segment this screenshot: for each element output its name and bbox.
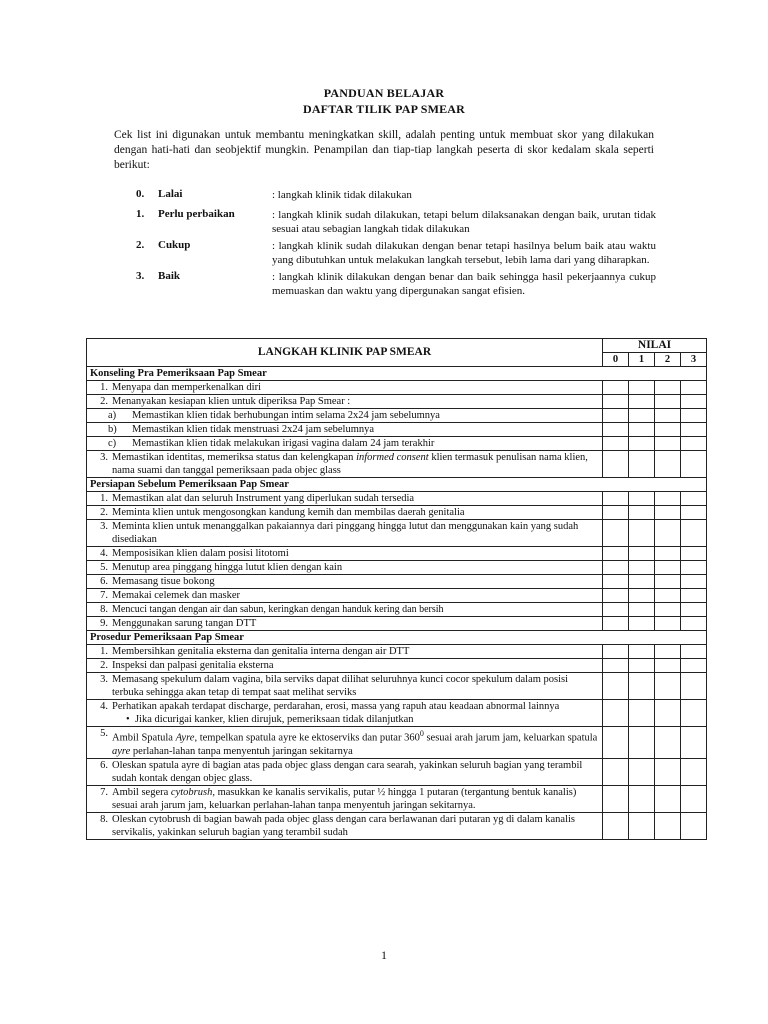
table-row: b) Memastikan klien tidak menstruasi 2x24 jam sebelumnya	[87, 423, 603, 437]
score-cell[interactable]	[655, 645, 681, 659]
score-cell[interactable]	[629, 381, 655, 395]
score-cell[interactable]	[655, 727, 681, 759]
score-cell[interactable]	[681, 395, 707, 409]
bullet-note: • Jika dicurigai kanker, klien dirujuk, pemeriksaan tidak dilanjutkan	[126, 714, 414, 725]
table-row: 7. Memakai celemek dan masker	[87, 589, 603, 603]
score-cell[interactable]	[681, 659, 707, 673]
score-cell[interactable]	[603, 409, 629, 423]
table-row: 3. Memastikan identitas, memeriksa status dan kelengkapan informed consent klien termasuk penulisan nama klien, nama suami dan tanggal pemeriksaan pada objec glass	[87, 451, 603, 478]
scale-desc: : langkah klinik dilakukan dengan benar dan baik sehingga hasil pekerjaannya cukup memuaskan dan waktu yang dipergunakan sangat efisien.	[272, 270, 656, 297]
score-cell[interactable]	[603, 575, 629, 589]
score-cell[interactable]	[629, 575, 655, 589]
table-row: 7. Ambil segera cytobrush, masukkan ke kanalis servikalis, putar ½ hingga 1 putaran (tergantung bentuk kanalis) sesuai arah jarum jam, keluarkan perlahan-lahan tanpa menyentuh jaringan sekitarnya.	[87, 785, 603, 812]
table-row: 2. Meminta klien untuk mengosongkan kandung kemih dan membilas daerah genitalia	[87, 506, 603, 520]
score-cell[interactable]	[681, 437, 707, 451]
score-cell[interactable]	[603, 785, 629, 812]
score-header: 3	[681, 353, 707, 367]
table-row: 2. Menanyakan kesiapan klien untuk diperiksa Pap Smear :	[87, 395, 603, 409]
score-cell[interactable]	[603, 561, 629, 575]
title-panduan: PANDUAN BELAJAR	[323, 86, 445, 100]
score-cell[interactable]	[655, 437, 681, 451]
score-cell[interactable]	[629, 617, 655, 631]
score-cell[interactable]	[681, 547, 707, 561]
score-cell[interactable]	[681, 645, 707, 659]
score-cell[interactable]	[681, 575, 707, 589]
scale-desc: : langkah klinik sudah dilakukan dengan benar tetapi hasilnya belum baik atau waktu yang dibutuhkan untuk melakukan langkah tersebut, lebih lama dari yang diharapkan.	[272, 239, 656, 266]
score-cell[interactable]	[655, 673, 681, 700]
score-cell[interactable]	[629, 547, 655, 561]
score-cell[interactable]	[655, 492, 681, 506]
score-cell[interactable]	[603, 700, 629, 727]
score-cell[interactable]	[681, 617, 707, 631]
score-cell[interactable]	[629, 409, 655, 423]
score-cell[interactable]	[655, 617, 681, 631]
table-row: 5. Menutup area pinggang hingga lutut klien dengan kain	[87, 561, 603, 575]
table-row: 5. Ambil Spatula Ayre, tempelkan spatula ayre ke ektoserviks dan putar $360^0$ sesuai arah jarum jam, keluarkan spatula ayre perlahan-lahan tanpa menyentuh jaringan sekitarnya	[87, 727, 603, 759]
score-cell[interactable]	[629, 812, 655, 839]
score-cell[interactable]	[681, 758, 707, 785]
table-row: c) Memastikan klien tidak melakukan irigasi vagina dalam 24 jam terakhir	[87, 437, 603, 451]
score-cell[interactable]	[629, 395, 655, 409]
score-cell[interactable]	[681, 727, 707, 759]
score-cell[interactable]	[603, 758, 629, 785]
scale-desc: : langkah klinik tidak dilakukan	[272, 189, 412, 201]
title-daftar-tilik: DAFTAR TILIK PAP SMEAR	[302, 102, 466, 116]
score-cell[interactable]	[681, 700, 707, 727]
score-cell[interactable]	[655, 423, 681, 437]
scale-number: 2.	[136, 238, 145, 251]
column-header-nilai: NILAI	[603, 339, 707, 353]
score-cell[interactable]	[603, 506, 629, 520]
score-cell[interactable]	[603, 645, 629, 659]
intro-paragraph: Cek list ini digunakan untuk membantu meningkatkan skill, adalah penting untuk membuat skor yang dilakukan dengan hati-hati dan seobjektif mungkin. Penampilan dan tiap-tiap langkah peserta di skor kedalam skala seperti berikut:	[114, 129, 654, 171]
section-konseling: Konseling Pra Pemeriksaan Pap Smear	[87, 367, 707, 381]
scale-item	[136, 188, 656, 203]
score-cell[interactable]	[629, 423, 655, 437]
table-row: 2. Inspeksi dan palpasi genitalia eksterna	[87, 659, 603, 673]
score-cell[interactable]	[629, 673, 655, 700]
score-cell[interactable]	[655, 758, 681, 785]
score-cell[interactable]	[681, 812, 707, 839]
score-cell[interactable]	[629, 589, 655, 603]
score-cell[interactable]	[629, 700, 655, 727]
score-cell[interactable]	[603, 437, 629, 451]
score-cell[interactable]	[603, 727, 629, 759]
table-row: a) Memastikan klien tidak berhubungan intim selama 2x24 jam sebelumnya	[87, 409, 603, 423]
table-row: 1. Memastikan alat dan seluruh Instrument yang diperlukan sudah tersedia	[87, 492, 603, 506]
score-cell[interactable]	[603, 381, 629, 395]
score-cell[interactable]	[681, 561, 707, 575]
page-number: 1	[381, 948, 387, 962]
score-cell[interactable]	[655, 575, 681, 589]
scale-item	[136, 239, 656, 268]
score-cell[interactable]	[603, 423, 629, 437]
score-cell[interactable]	[681, 589, 707, 603]
score-cell[interactable]	[681, 785, 707, 812]
score-cell[interactable]	[603, 520, 629, 547]
score-cell[interactable]	[681, 506, 707, 520]
score-cell[interactable]	[603, 673, 629, 700]
score-cell[interactable]	[681, 520, 707, 547]
table-row: 3. Meminta klien untuk menanggalkan pakaiannya dari pinggang hingga lutut dan menggunakan kain yang sudah disediakan	[87, 520, 603, 547]
score-cell[interactable]	[603, 603, 629, 617]
table-row: 4. Memposisikan klien dalam posisi litotomi	[87, 547, 603, 561]
score-cell[interactable]	[655, 506, 681, 520]
score-cell[interactable]	[603, 617, 629, 631]
table-row: 6. Oleskan spatula ayre di bagian atas pada objec glass dengan cara searah, yakinkan seluruh bagian yang terambil sudah kontak dengan objec glass.	[87, 758, 603, 785]
score-cell[interactable]	[655, 395, 681, 409]
table-row: 3. Memasang spekulum dalam vagina, bila serviks dapat dilihat seluruhnya kunci cocor spekulum dalam posisi terbuka sehingga akan tetap di tempat saat melihat serviks	[87, 673, 603, 700]
scale-name: Perlu perbaikan	[158, 207, 235, 220]
scale-item	[136, 270, 656, 299]
table-row: 1. Membersihkan genitalia eksterna dan genitalia interna dengan air DTT	[87, 645, 603, 659]
score-cell[interactable]	[629, 645, 655, 659]
score-cell[interactable]	[681, 673, 707, 700]
scale-item	[136, 208, 656, 237]
score-header: 2	[655, 353, 681, 367]
score-cell[interactable]	[655, 520, 681, 547]
score-cell[interactable]	[655, 603, 681, 617]
score-cell[interactable]	[629, 603, 655, 617]
score-cell[interactable]	[681, 451, 707, 478]
score-cell[interactable]	[655, 659, 681, 673]
score-cell[interactable]	[655, 547, 681, 561]
score-cell[interactable]	[655, 451, 681, 478]
score-cell[interactable]	[629, 506, 655, 520]
score-cell[interactable]	[681, 492, 707, 506]
score-header: 0	[603, 353, 629, 367]
score-cell[interactable]	[603, 547, 629, 561]
scale-name: Cukup	[158, 238, 191, 251]
score-cell[interactable]	[681, 381, 707, 395]
section-persiapan: Persiapan Sebelum Pemeriksaan Pap Smear	[87, 478, 707, 492]
score-header: 1	[629, 353, 655, 367]
table-row: 8. Mencuci tangan dengan air dan sabun, keringkan dengan handuk kering dan bersih	[87, 603, 603, 617]
score-cell[interactable]	[603, 492, 629, 506]
score-cell[interactable]	[629, 520, 655, 547]
score-cell[interactable]	[655, 785, 681, 812]
table-row: 6. Memasang tisue bokong	[87, 575, 603, 589]
score-cell[interactable]	[603, 451, 629, 478]
score-cell[interactable]	[629, 451, 655, 478]
score-cell[interactable]	[655, 700, 681, 727]
score-cell[interactable]	[681, 603, 707, 617]
table-row: 8. Oleskan cytobrush di bagian bawah pada objec glass dengan cara berlawanan dari putaran yg di dalam kanalis servikalis, yakinkan seluruh bagian yang terambil sudah	[87, 812, 603, 839]
table-row: 1. Menyapa dan memperkenalkan diri	[87, 381, 603, 395]
section-prosedur: Prosedur Pemeriksaan Pap Smear	[87, 631, 707, 645]
table-row: 4. Perhatikan apakah terdapat discharge, perdarahan, erosi, massa yang rapuh atau keadaan abnormal lainnya • Jika dicurigai kanker, klien dirujuk, pemeriksaan tidak dilanjutkan	[87, 700, 603, 727]
score-cell[interactable]	[629, 727, 655, 759]
scale-number: 1.	[136, 207, 145, 220]
table-row: 9. Menggunakan sarung tangan DTT	[87, 617, 603, 631]
score-cell[interactable]	[629, 561, 655, 575]
score-cell[interactable]	[655, 589, 681, 603]
score-cell[interactable]	[603, 589, 629, 603]
score-cell[interactable]	[629, 492, 655, 506]
scoring-scale	[136, 188, 656, 299]
score-cell[interactable]	[655, 561, 681, 575]
score-cell[interactable]	[603, 659, 629, 673]
score-cell[interactable]	[655, 812, 681, 839]
scale-number: 3.	[136, 269, 145, 282]
score-cell[interactable]	[655, 409, 681, 423]
score-cell[interactable]	[655, 381, 681, 395]
score-cell[interactable]	[681, 423, 707, 437]
scale-desc: : langkah klinik sudah dilakukan, tetapi belum dilaksanakan dengan baik, urutan tidak sesuai atau sebagian langkah tidak dilakukan	[272, 208, 656, 235]
scale-number: 0.	[136, 188, 145, 200]
score-cell[interactable]	[629, 659, 655, 673]
score-cell[interactable]	[629, 758, 655, 785]
score-cell[interactable]	[681, 409, 707, 423]
score-cell[interactable]	[603, 812, 629, 839]
score-cell[interactable]	[629, 437, 655, 451]
scale-name: Lalai	[158, 188, 183, 200]
score-cell[interactable]	[629, 785, 655, 812]
scale-name: Baik	[158, 269, 181, 282]
score-cell[interactable]	[603, 395, 629, 409]
column-header-langkah: LANGKAH KLINIK PAP SMEAR	[87, 339, 603, 367]
checklist-table	[86, 338, 707, 840]
